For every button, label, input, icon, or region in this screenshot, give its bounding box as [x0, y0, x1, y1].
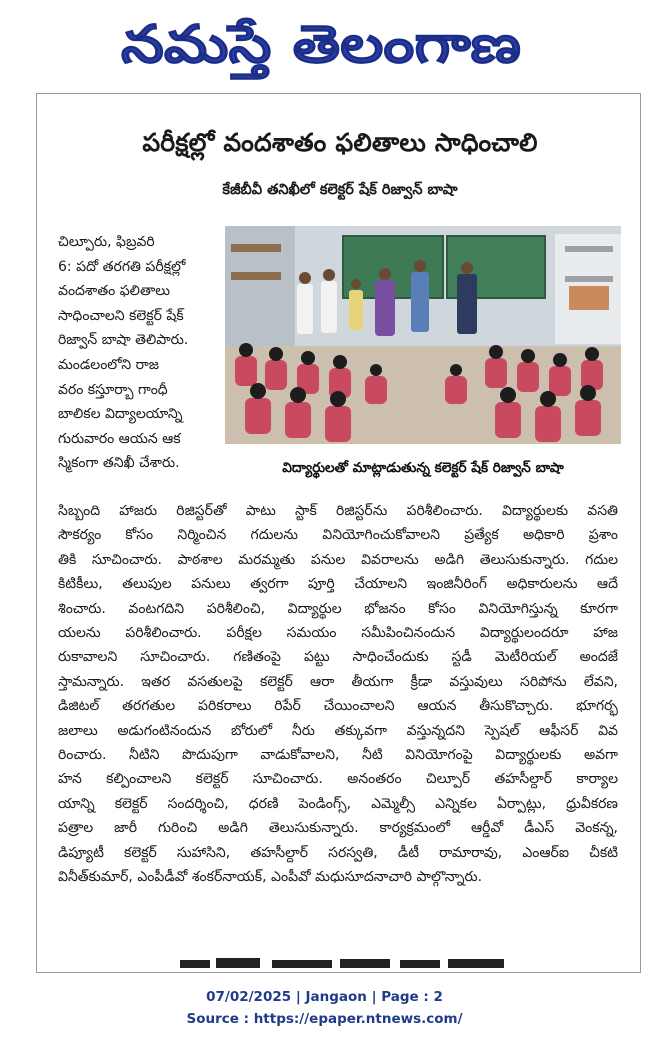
intro-line: వరం కస్తూర్బా గాంధీ	[58, 381, 168, 398]
article-headline: పరీక్షల్లో వందశాతం ఫలితాలు సాధించాలి	[142, 128, 538, 157]
cropped-next-headline	[180, 954, 510, 968]
page-footer	[0, 986, 649, 1030]
intro-line: సాధించాలని కలెక్టర్ షేక్	[58, 307, 184, 324]
article-intro-column	[58, 230, 218, 476]
svg-text:నమస్తే తెలంగాణ: నమస్తే తెలంగాణ	[121, 15, 462, 75]
body-line: కిటికీలు, తలుపుల పనులు త్వరగా పూర్తి చేయాలని ఇంజినీరింగ్ అధికారులను ఆదే	[58, 576, 618, 593]
intro-line: చిల్పూరు, ఫిబ్రవరి	[58, 234, 155, 250]
intro-line: 6: పదో తరగతి పరీక్షల్లో	[58, 258, 186, 275]
article-subheadline: కేజీబీవీ తనిఖీలో కలెక్టర్ షేక్ రిజ్వాన్ బాషా	[222, 182, 458, 198]
body-line: పత్రాల జారీ గురించి అడిగి తెలుసుకున్నారు. కార్యక్రమంలో ఆర్డీవో డీఎస్ వెంకన్న,	[58, 820, 618, 837]
body-line: స్తామన్నారు. ఇతర వసతులపై కలెక్టర్ ఆరా తీయగా క్రీడా వస్తువులు సరిపోను లేవని,	[58, 673, 618, 690]
body-line: సిబ్బంది హాజరు రిజిస్టర్‌తో పాటు స్టాక్ రిజిస్టర్‌ను పరిశీలించారు. విద్యార్థులకు వసతి	[58, 503, 618, 519]
intro-line: రిజ్వాన్ బాషా తెలిపారు.	[58, 332, 189, 349]
newspaper-masthead-logo	[116, 2, 526, 84]
body-line: సౌకర్యం కోసం నిర్మించిన గదులను వినియోగించుకోవాలని ప్రత్యేక అధికారి ప్రశాం	[58, 527, 618, 544]
photo-caption: విద్యార్థులతో మాట్లాడుతున్న కలెక్టర్ షేక్ రిజ్వాన్ బాషా	[225, 448, 621, 488]
body-line: యాన్ని కలెక్టర్ సందర్శించి, ధరణి పెండింగ్స్, ఎమ్మెల్సీ ఎన్నికల ఏర్పాట్లు, ధ్రువీకరణ	[58, 795, 618, 812]
source-link[interactable]: Source : https://epaper.ntnews.com/	[186, 1011, 463, 1027]
body-line: శించారు. వంటగదిని పరిశీలించి, విద్యార్థుల భోజనం కోసం వినియోగిస్తున్న కూరగా	[58, 600, 618, 617]
body-line: డిప్యూటీ కలెక్టర్ సుహాసిని, తహసీల్దార్ సరస్వతి, డీటీ రామారావు, ఎంఆర్ఐ చీకటి	[58, 844, 618, 861]
body-line: రించారు. నీటిని పొదుపుగా వాడుకోవాలని, నీటి వినియోగంపై విద్యార్థులకు అవగా	[58, 747, 618, 764]
body-line: రుకావాలని సూచించారు. గణితంపై పట్టు సాధించేందుకు స్టడీ మెటీరియల్ అందజే	[58, 649, 618, 666]
classroom-photo	[225, 226, 621, 444]
body-line: వినీత్‌కుమార్, ఎంపీడీవో శంకర్‌నాయక్, ఎంపీవో మధుసూదనాచారి పాల్గొన్నారు.	[58, 869, 483, 886]
article-body	[58, 499, 618, 890]
body-line: హన కల్పించాలని కలెక్టర్ సూచించారు. అనంతరం చిల్పూర్ తహసీల్దార్ కార్యాల	[58, 771, 618, 788]
body-line: యలను పరిశీలించారు. పరీక్షల సమయం సమీపించినందున విద్యార్థులందరూ హాజ	[58, 625, 618, 642]
body-line: డిజిటల్ తరగతుల పరికరాలు రిపేర్ చేయించాలని ఆయన తీసుకొచ్చారు. భూగర్భ	[58, 698, 618, 715]
intro-line: స్మికంగా తనిఖీ చేశారు.	[58, 455, 180, 472]
intro-line: మండలంలోని రాజ	[58, 356, 159, 373]
body-line: జలాలు అడుగంటినందున బోరులో నీరు తక్కువగా వస్తున్నదని స్పెషల్ ఆఫీసర్ వివ	[58, 722, 618, 739]
body-line: తికి సూచించారు. పాఠశాల మరమ్మతు పనుల వివరాలను అడిగి తెలుసుకున్నారు. గదుల	[58, 551, 618, 568]
edition-info: 07/02/2025 | Jangaon | Page : 2	[206, 989, 443, 1005]
intro-line: గురువారం ఆయన ఆక	[58, 430, 181, 447]
intro-line: వందశాతం ఫలితాలు	[58, 283, 171, 300]
intro-line: బాలికల విద్యాలయాన్ని	[58, 406, 183, 423]
